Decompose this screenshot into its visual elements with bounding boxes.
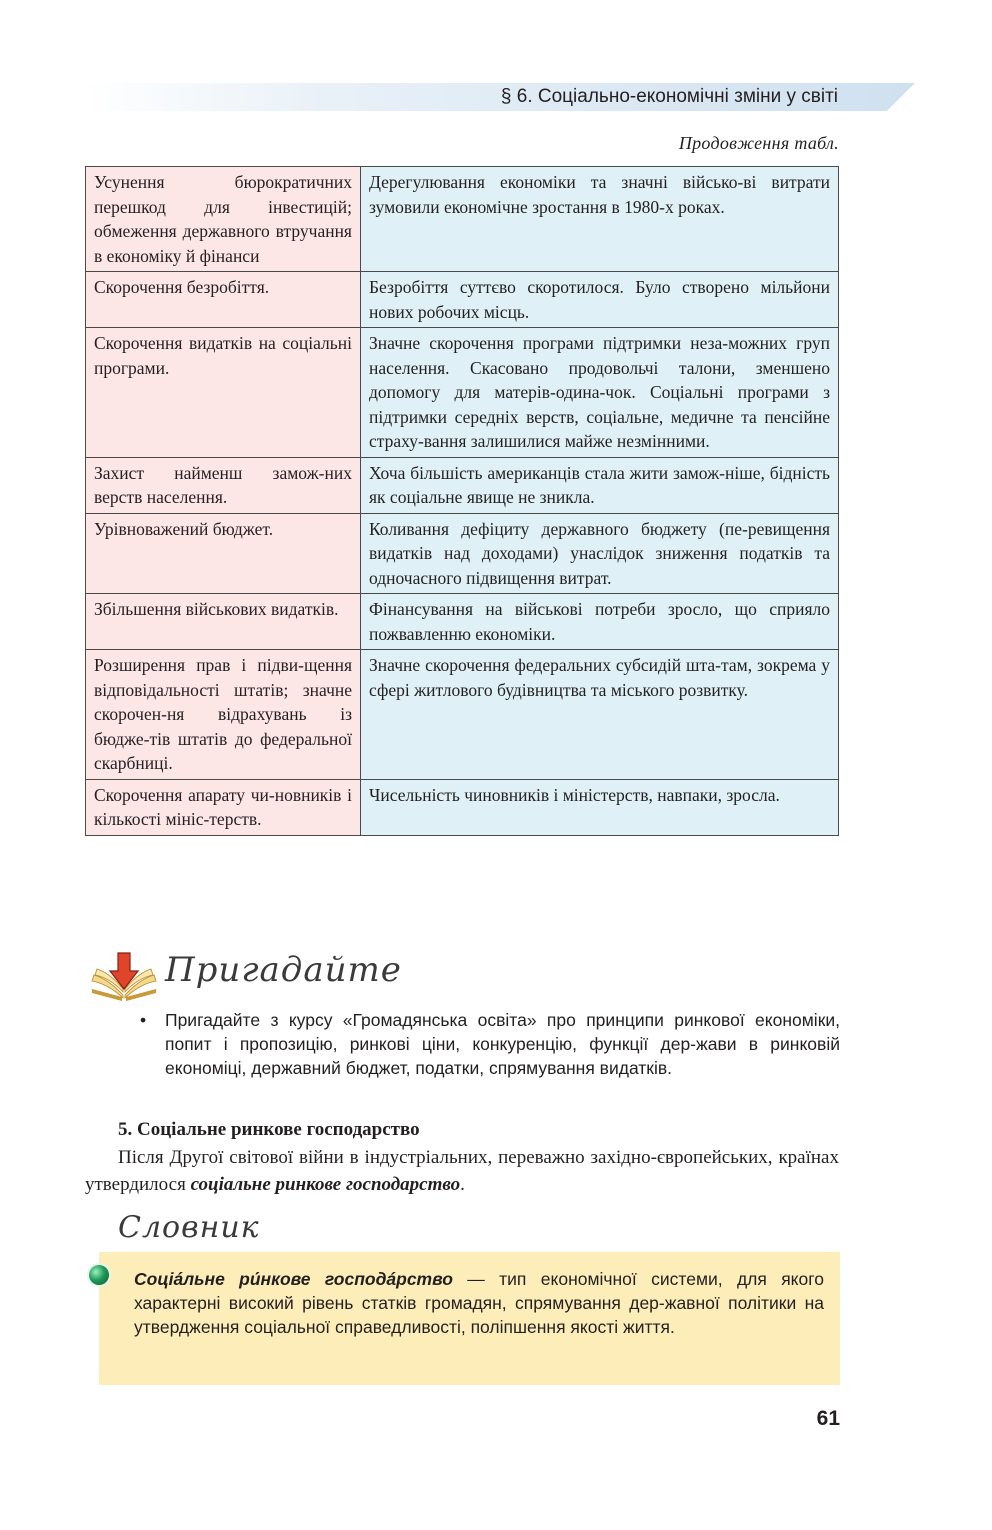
result-cell: Дерегулювання економіки та значні військо-ві витрати зумовили економічне зростання в 1980-х роках. (361, 167, 839, 272)
remember-item: Пригадайте з курсу «Громадянська освіта» про принципи ринкової економіки, попит і пропозицію, ринкові ціни, конкуренцію, функції дер-жави в ринковій економіці, державний бюджет, податки, спрямування видатків. (165, 1010, 840, 1078)
paragraph-end: . (460, 1174, 465, 1195)
section-paragraph (85, 1144, 839, 1198)
result-cell: Фінансування на військові потреби зросло, що сприяло пожвавленню економіки. (361, 594, 839, 650)
measure-cell: Скорочення видатків на соціальні програми. (86, 328, 361, 458)
measure-cell: Розширення прав і підви-щення відповідальності штатів; значне скорочен-ня відрахувань із бюдже-тів штатів до федеральної скарбниці. (86, 650, 361, 780)
table-row (86, 272, 839, 328)
glossary-term: Соціáльне ри́нкове господáрство (134, 1269, 453, 1289)
result-cell: Коливання дефіциту державного бюджету (пе-ревищення видатків над доходами) унаслідок зниження податків та одночасного підвищення витрат. (361, 513, 839, 594)
result-cell: Безробіття суттєво скоротилося. Було створено мільйони нових робочих місць. (361, 272, 839, 328)
table-row (86, 328, 839, 458)
paragraph-text: Після Другої світової війни в індустріальних, переважно західно-європейських, країнах утвердилося (85, 1147, 839, 1195)
table-row (86, 650, 839, 780)
glossary-title: Словник (118, 1210, 260, 1245)
result-cell: Чисельність чиновників і міністерств, навпаки, зросла. (361, 779, 839, 835)
measure-cell: Усунення бюрократичних перешкод для інвестицій; обмеження державного втручання в економіку й фінанси (86, 167, 361, 272)
paragraph-term: соціальне ринкове господарство (190, 1174, 461, 1195)
glossary-entry (134, 1267, 824, 1339)
measure-cell: Скорочення апарату чи-новників і кількості мініс-терств. (86, 779, 361, 835)
policy-table (85, 166, 839, 836)
table-continuation-label: Продовження табл. (678, 133, 839, 153)
measure-cell: Збільшення військових видатків. (86, 594, 361, 650)
measure-cell: Захист найменш замож-них верств населення. (86, 457, 361, 513)
table-row (86, 779, 839, 835)
section-heading: 5. Соціальне ринкове господарство (118, 1119, 420, 1140)
book-arrow-icon (88, 951, 160, 1003)
glossary-definition: — тип економічної системи, для якого характерні високий рівень статків громадян, спрямування дер-жавної політики на утвердження соціальної справедливості, поліпшення якості життя. (134, 1269, 824, 1337)
remember-list (140, 1008, 840, 1080)
page-number: 61 (816, 1407, 840, 1430)
result-cell: Значне скорочення федеральних субсидій шта-там, зокрема у сфері житлового будівництва та міського розвитку. (361, 650, 839, 780)
measure-cell: Урівноважений бюджет. (86, 513, 361, 594)
bullet-marker: • (140, 1010, 147, 1030)
result-cell: Значне скорочення програми підтримки неза-можних груп населення. Скасовано продовольчі талони, зменшено допомогу для матерів-одина-чок. Соціальні програми з підтримки середніх верств, соціальне, медичне та пенсійне страху-вання залишилися майже незмінними. (361, 328, 839, 458)
table-row (86, 513, 839, 594)
glossary-bullet-icon (89, 1265, 109, 1285)
table-row (86, 457, 839, 513)
table-row (86, 167, 839, 272)
page-header-title: § 6. Соціально-економічні зміни у світі (500, 86, 838, 107)
table-row (86, 594, 839, 650)
measure-cell: Скорочення безробіття. (86, 272, 361, 328)
result-cell: Хоча більшість американців стала жити замож-ніше, бідність як соціальне явище не зникла. (361, 457, 839, 513)
remember-title: Пригадайте (165, 950, 402, 990)
